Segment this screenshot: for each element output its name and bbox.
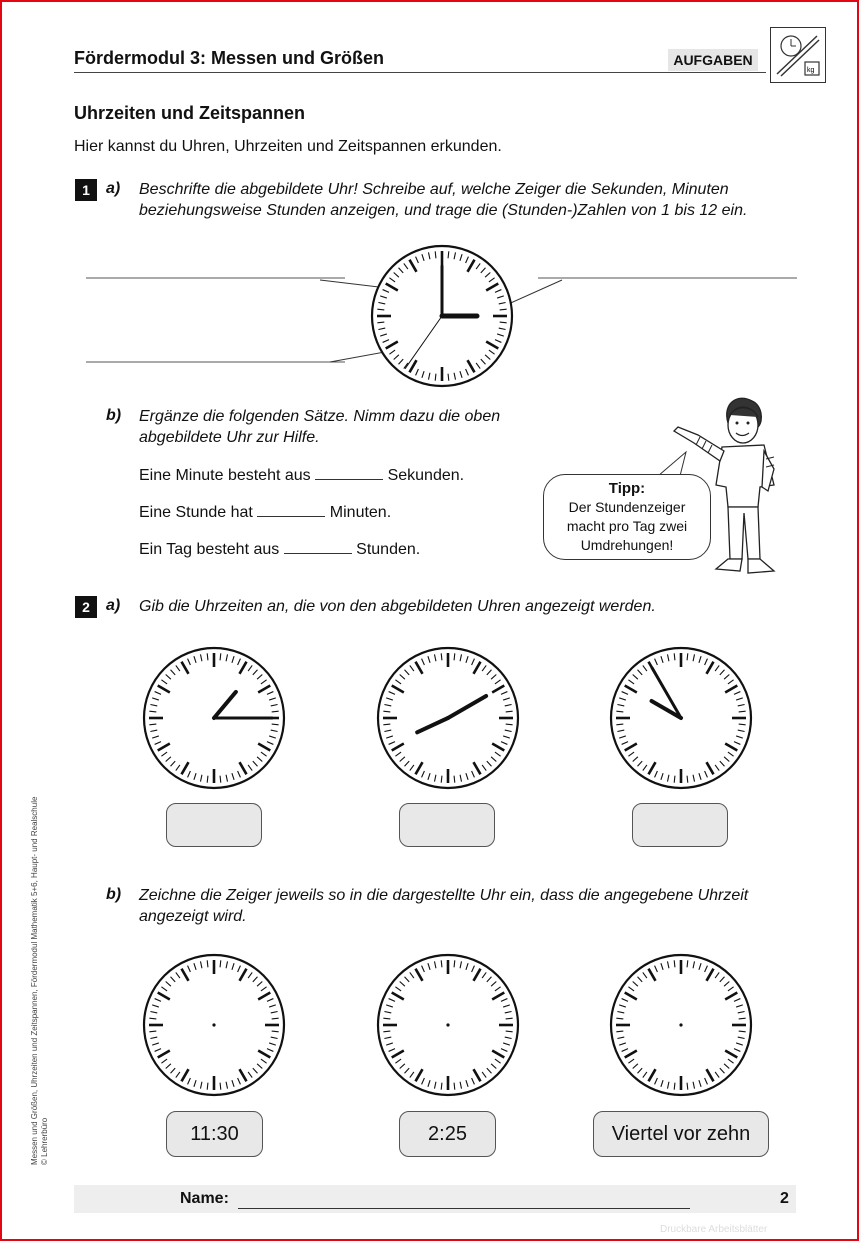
minute-tick — [220, 653, 221, 660]
minute-tick — [435, 374, 436, 381]
sentence-day-after: Stunden. — [356, 541, 421, 558]
minute-tick — [220, 1083, 221, 1090]
tip-line1: Der Stundenzeiger — [568, 499, 686, 515]
minute-tick — [272, 724, 279, 725]
name-line[interactable] — [238, 1208, 690, 1209]
minute-tick — [687, 1083, 688, 1090]
boy-pointing-illustration — [670, 395, 785, 577]
clock-center — [446, 1023, 449, 1026]
minute-tick — [272, 1031, 279, 1032]
minute-tick — [441, 1083, 442, 1090]
module-title: Fördermodul 3: Messen und Größen — [74, 48, 385, 68]
minute-tick — [272, 1018, 279, 1019]
clock-2b-2[interactable] — [375, 952, 521, 1098]
sentence-hour — [139, 502, 391, 522]
minute-tick — [739, 1018, 746, 1019]
minute-tick — [435, 251, 436, 258]
watermark: Druckbare Arbeitsblätter — [660, 1224, 768, 1235]
minute-tick — [383, 1018, 390, 1019]
minute-tick — [687, 653, 688, 660]
minute-tick — [454, 653, 455, 660]
clock-2a-1 — [141, 645, 287, 791]
minute-tick — [272, 711, 279, 712]
minute-tick — [149, 724, 156, 725]
task-number-1: 1 — [75, 179, 97, 201]
clock-center — [679, 1023, 682, 1026]
minute-tick — [506, 711, 513, 712]
blank-minutes[interactable] — [257, 502, 325, 517]
task1b-label: b) — [106, 407, 122, 424]
minute-tick — [506, 1031, 513, 1032]
minute-tick — [220, 776, 221, 783]
sentence-minute-after: Sekunden. — [387, 467, 465, 484]
minute-tick — [377, 309, 384, 310]
answer-box-2[interactable] — [399, 803, 495, 847]
sentence-minute-before: Eine Minute besteht aus — [139, 467, 311, 484]
task2a-text: Gib die Uhrzeiten an, die von den abgebildeten Uhren angezeigt werden. — [139, 598, 656, 615]
minute-tick — [448, 251, 449, 258]
task2b-line1: Zeichne die Zeiger jeweils so in die dargestellte Uhr ein, dass die angegebene Uhrzeit — [139, 887, 749, 904]
minute-tick — [448, 374, 449, 381]
svg-text:kg: kg — [807, 67, 815, 74]
section-title: Uhrzeiten und Zeitspannen — [74, 103, 306, 123]
sentence-day — [139, 539, 420, 559]
minute-tick — [616, 724, 623, 725]
name-label: Name: — [180, 1190, 229, 1207]
task1a-line2: beziehungsweise Stunden anzeigen, und trage die (Stunden-)Zahlen von 1 bis 12 ein. — [139, 202, 748, 219]
minute-tick — [441, 776, 442, 783]
clock-center — [212, 1023, 215, 1026]
task-number-2: 2 — [75, 596, 97, 618]
minute-tick — [616, 711, 623, 712]
minute-tick — [383, 711, 390, 712]
task1b-line2: abgebildete Uhr zur Hilfe. — [139, 429, 320, 446]
minute-tick — [674, 1083, 675, 1090]
minute-tick — [441, 960, 442, 967]
side-credit-line1: Messen und Größen, Uhrzeiten und Zeitspannen, Fördermodul Mathematik 5+6, Haupt- und Realschule — [30, 796, 39, 1165]
minute-tick — [441, 653, 442, 660]
sentence-hour-after: Minuten. — [329, 504, 392, 521]
task1a-line1: Beschrifte die abgebildete Uhr! Schreibe auf, welche Zeiger die Sekunden, Minuten — [139, 181, 729, 198]
minute-tick — [500, 322, 507, 323]
clock-2a-3 — [608, 645, 754, 791]
task2b-line2: angezeigt wird. — [139, 908, 247, 925]
minute-tick — [739, 711, 746, 712]
task1a-label: a) — [106, 180, 121, 197]
minute-tick — [149, 1031, 156, 1032]
task1b-text — [139, 406, 500, 448]
intro-text: Hier kannst du Uhren, Uhrzeiten und Zeitspannen erkunden. — [74, 138, 502, 155]
page-number: 2 — [780, 1190, 789, 1207]
minute-tick — [207, 776, 208, 783]
clock-main — [369, 243, 515, 389]
minute-tick — [674, 653, 675, 660]
side-credit — [30, 797, 50, 1165]
minute-tick — [687, 960, 688, 967]
minute-tick — [500, 309, 507, 310]
minute-tick — [739, 724, 746, 725]
tip-line2: macht pro Tag zwei — [566, 518, 688, 534]
minute-tick — [506, 1018, 513, 1019]
clock-2b-3[interactable] — [608, 952, 754, 1098]
minute-tick — [506, 724, 513, 725]
tip-title: Tipp: — [608, 480, 646, 497]
minute-tick — [616, 1031, 623, 1032]
minute-tick — [377, 322, 384, 323]
minute-tick — [220, 960, 221, 967]
minute-tick — [207, 1083, 208, 1090]
sentence-day-before: Ein Tag besteht aus — [139, 541, 280, 558]
minute-tick — [454, 1083, 455, 1090]
task1b-line1: Ergänze die folgenden Sätze. Nimm dazu die oben — [139, 408, 501, 425]
minute-tick — [454, 776, 455, 783]
sentence-hour-before: Eine Stunde hat — [139, 504, 253, 521]
answer-box-3[interactable] — [632, 803, 728, 847]
time-label-3: Viertel vor zehn — [593, 1111, 769, 1157]
tip-line3: Umdrehungen! — [580, 537, 674, 553]
minute-tick — [687, 776, 688, 783]
minute-tick — [454, 960, 455, 967]
sentence-minute — [139, 465, 464, 485]
task2b-text — [139, 885, 748, 927]
minute-tick — [383, 1031, 390, 1032]
minute-tick — [674, 960, 675, 967]
blank-seconds[interactable] — [315, 465, 383, 480]
minute-tick — [207, 653, 208, 660]
minute-tick — [383, 724, 390, 725]
minute-tick — [674, 776, 675, 783]
time-label-2: 2:25 — [399, 1111, 496, 1157]
blank-hours[interactable] — [284, 539, 352, 554]
time-label-1: 11:30 — [166, 1111, 263, 1157]
minute-tick — [149, 711, 156, 712]
minute-tick — [616, 1018, 623, 1019]
clock-2b-1[interactable] — [141, 952, 287, 1098]
side-credit-line2: © Lehrerbüro — [40, 1117, 49, 1165]
minute-tick — [207, 960, 208, 967]
aufgaben-badge: AUFGABEN — [668, 49, 758, 71]
clock-2a-2 — [375, 645, 521, 791]
minute-tick — [739, 1031, 746, 1032]
task2b-label: b) — [106, 886, 122, 903]
minute-tick — [149, 1018, 156, 1019]
task2a-label: a) — [106, 597, 121, 614]
answer-box-1[interactable] — [166, 803, 262, 847]
